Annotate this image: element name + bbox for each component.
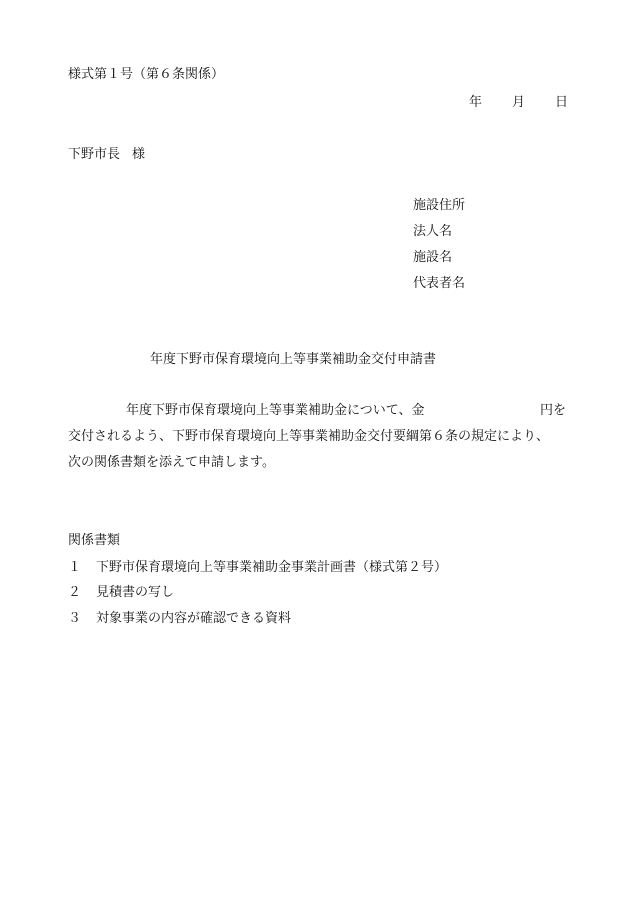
- body-text-line-3: 次の関係書類を添えて申請します。: [68, 455, 275, 470]
- item-number: ２: [68, 585, 82, 600]
- form-number: 様式第１号（第６条関係）: [68, 67, 225, 82]
- facility-name-label: 施設名: [413, 250, 453, 265]
- related-document-item: [68, 561, 447, 574]
- related-documents-heading: 関係書類: [68, 533, 121, 548]
- addressee-honorific: 様: [132, 147, 146, 162]
- facility-address-label: 施設住所: [413, 198, 466, 213]
- item-text: 対象事業の内容が確認できる資料: [96, 611, 292, 626]
- item-number: １: [68, 560, 82, 575]
- related-document-item: [68, 612, 291, 625]
- body-yen-suffix: 円を: [540, 403, 567, 418]
- body-text-line-1: 年度下野市保育環境向上等事業補助金について、金: [126, 403, 425, 418]
- related-document-item: [68, 586, 174, 599]
- representative-name-label: 代表者名: [413, 276, 466, 291]
- document-title: 年度下野市保育環境向上等事業補助金交付申請書: [150, 352, 437, 367]
- item-number: ３: [68, 611, 82, 626]
- date-month-label: 月: [512, 95, 526, 110]
- corporation-name-label: 法人名: [413, 224, 453, 239]
- addressee: [68, 148, 145, 161]
- date-day-label: 日: [555, 95, 569, 110]
- item-text: 下野市保育環境向上等事業補助金事業計画書（様式第２号）: [96, 560, 448, 575]
- item-text: 見積書の写し: [96, 585, 175, 600]
- body-text-line-2: 交付されるよう、下野市保育環境向上等事業補助金交付要綱第６条の規定により、: [68, 429, 550, 444]
- addressee-name: 下野市長: [68, 147, 121, 162]
- date-year-label: 年: [469, 95, 483, 110]
